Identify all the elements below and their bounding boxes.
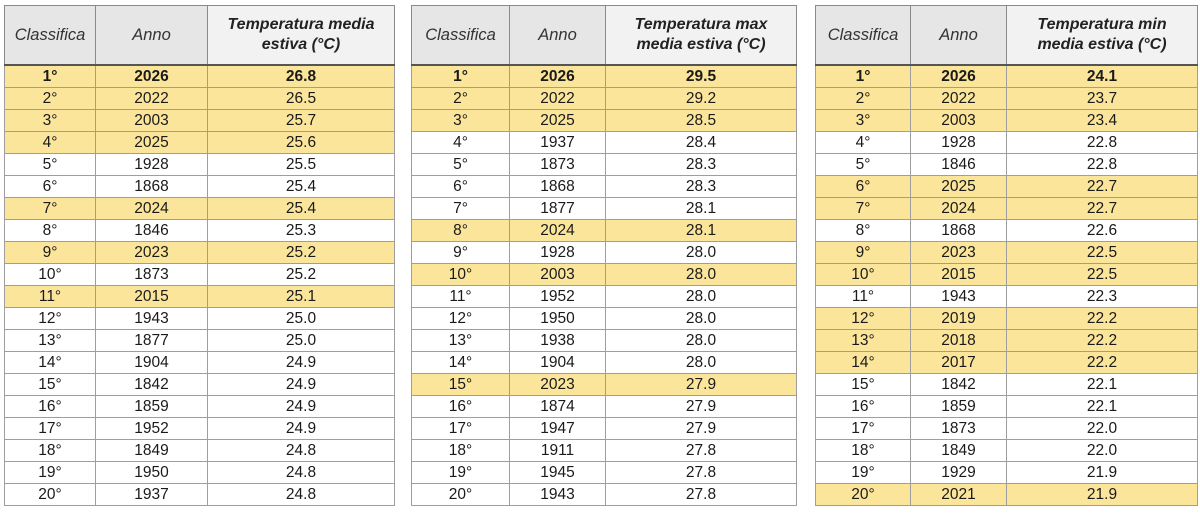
rank-cell: 17°: [412, 418, 510, 440]
rank-cell: 4°: [5, 132, 96, 154]
temp-cell: 24.9: [208, 418, 395, 440]
temp-cell: 28.0: [606, 330, 797, 352]
header-classifica: Classifica: [5, 6, 96, 66]
temp-cell: 27.9: [606, 374, 797, 396]
rank-cell: 6°: [816, 176, 911, 198]
table-row: [412, 264, 797, 286]
table-row: [412, 220, 797, 242]
year-cell: 1947: [510, 418, 606, 440]
table-row: [412, 330, 797, 352]
temp-cell: 29.2: [606, 88, 797, 110]
year-cell: 1943: [911, 286, 1007, 308]
table-row: [5, 440, 395, 462]
year-cell: 2023: [911, 242, 1007, 264]
rank-cell: 18°: [412, 440, 510, 462]
year-cell: 2022: [911, 88, 1007, 110]
rank-cell: 16°: [412, 396, 510, 418]
table-row: [412, 440, 797, 462]
temp-cell: 25.0: [208, 308, 395, 330]
table-row: [5, 198, 395, 220]
year-cell: 2026: [510, 65, 606, 88]
rank-cell: 13°: [412, 330, 510, 352]
year-cell: 1928: [510, 242, 606, 264]
table-row: [412, 396, 797, 418]
year-cell: 2024: [510, 220, 606, 242]
header-temperatura: [208, 6, 395, 66]
rank-cell: 16°: [816, 396, 911, 418]
rank-cell: 12°: [816, 308, 911, 330]
year-cell: 2025: [911, 176, 1007, 198]
temp-cell: 26.8: [208, 65, 395, 88]
year-cell: 2023: [96, 242, 208, 264]
temp-cell: 22.2: [1007, 352, 1198, 374]
rank-cell: 12°: [412, 308, 510, 330]
rank-cell: 11°: [816, 286, 911, 308]
table-row: [816, 286, 1198, 308]
table-row: [412, 88, 797, 110]
table-row: [412, 242, 797, 264]
header-anno: Anno: [96, 6, 208, 66]
temp-cell: 27.9: [606, 396, 797, 418]
table-row: [5, 220, 395, 242]
rank-cell: 6°: [5, 176, 96, 198]
temp-cell: 24.8: [208, 462, 395, 484]
year-cell: 1873: [96, 264, 208, 286]
rank-cell: 19°: [412, 462, 510, 484]
temp-cell: 28.1: [606, 220, 797, 242]
table-body: [412, 65, 797, 506]
temp-cell: 24.8: [208, 440, 395, 462]
rank-cell: 10°: [412, 264, 510, 286]
table-row: [5, 374, 395, 396]
header-temperatura-line2: estiva (°C): [261, 36, 341, 53]
temp-cell: 22.8: [1007, 154, 1198, 176]
table-row: [412, 352, 797, 374]
header-temperatura-line2: media estiva (°C): [1037, 36, 1167, 53]
temp-cell: 26.5: [208, 88, 395, 110]
temp-cell: 27.8: [606, 440, 797, 462]
table-row: [5, 242, 395, 264]
rank-cell: 5°: [412, 154, 510, 176]
temp-cell: 28.3: [606, 176, 797, 198]
temp-cell: 28.0: [606, 264, 797, 286]
temp-cell: 25.2: [208, 264, 395, 286]
rank-cell: 14°: [412, 352, 510, 374]
temp-cell: 22.1: [1007, 396, 1198, 418]
year-cell: 1849: [96, 440, 208, 462]
year-cell: 1945: [510, 462, 606, 484]
rank-cell: 11°: [5, 286, 96, 308]
year-cell: 1950: [96, 462, 208, 484]
table-row: [5, 154, 395, 176]
temp-cell: 28.0: [606, 286, 797, 308]
table-row: [412, 286, 797, 308]
table-header: [412, 6, 797, 66]
temp-cell: 24.9: [208, 374, 395, 396]
year-cell: 1849: [911, 440, 1007, 462]
year-cell: 2025: [96, 132, 208, 154]
year-cell: 2018: [911, 330, 1007, 352]
year-cell: 1928: [96, 154, 208, 176]
table-row: [5, 176, 395, 198]
year-cell: 1928: [911, 132, 1007, 154]
rank-cell: 8°: [5, 220, 96, 242]
header-anno: Anno: [911, 6, 1007, 66]
temp-cell: 22.3: [1007, 286, 1198, 308]
temp-cell: 22.2: [1007, 330, 1198, 352]
temp-cell: 28.0: [606, 308, 797, 330]
temp-cell: 28.4: [606, 132, 797, 154]
temp-cell: 22.7: [1007, 176, 1198, 198]
table-row: [412, 418, 797, 440]
table-row: [5, 65, 395, 88]
temp-cell: 28.0: [606, 352, 797, 374]
table-row: [5, 352, 395, 374]
table-header: [5, 6, 395, 66]
year-cell: 1952: [96, 418, 208, 440]
rank-cell: 18°: [816, 440, 911, 462]
table-row: [816, 418, 1198, 440]
year-cell: 2015: [96, 286, 208, 308]
temp-cell: 22.0: [1007, 440, 1198, 462]
table-temperatura-media: [4, 5, 395, 506]
temp-cell: 28.5: [606, 110, 797, 132]
temp-cell: 27.9: [606, 418, 797, 440]
table-row: [412, 176, 797, 198]
rank-cell: 9°: [5, 242, 96, 264]
year-cell: 1904: [96, 352, 208, 374]
rank-cell: 1°: [412, 65, 510, 88]
rank-cell: 9°: [412, 242, 510, 264]
rank-cell: 19°: [816, 462, 911, 484]
temp-cell: 23.7: [1007, 88, 1198, 110]
year-cell: 2024: [911, 198, 1007, 220]
header-classifica: Classifica: [816, 6, 911, 66]
rank-cell: 14°: [5, 352, 96, 374]
rank-cell: 8°: [816, 220, 911, 242]
table-row: [816, 330, 1198, 352]
year-cell: 1877: [96, 330, 208, 352]
year-cell: 1877: [510, 198, 606, 220]
table-row: [5, 484, 395, 506]
year-cell: 2003: [510, 264, 606, 286]
rank-cell: 12°: [5, 308, 96, 330]
rank-cell: 2°: [412, 88, 510, 110]
table-row: [816, 308, 1198, 330]
temp-cell: 24.9: [208, 396, 395, 418]
header-temperatura-line1: Temperatura media: [227, 16, 375, 33]
rank-cell: 15°: [412, 374, 510, 396]
rank-cell: 14°: [816, 352, 911, 374]
temp-cell: 24.9: [208, 352, 395, 374]
year-cell: 2026: [911, 65, 1007, 88]
year-cell: 2003: [911, 110, 1007, 132]
year-cell: 1868: [96, 176, 208, 198]
rank-cell: 18°: [5, 440, 96, 462]
header-anno: Anno: [510, 6, 606, 66]
table-row: [816, 396, 1198, 418]
year-cell: 1937: [510, 132, 606, 154]
table-row: [412, 462, 797, 484]
year-cell: 1868: [510, 176, 606, 198]
table-row: [5, 88, 395, 110]
rank-cell: 7°: [5, 198, 96, 220]
rank-cell: 7°: [816, 198, 911, 220]
rank-cell: 9°: [816, 242, 911, 264]
header-temperatura-line1: Temperatura max: [634, 16, 768, 33]
rank-cell: 5°: [5, 154, 96, 176]
table-row: [5, 330, 395, 352]
rank-cell: 4°: [412, 132, 510, 154]
rank-cell: 3°: [816, 110, 911, 132]
rank-cell: 1°: [816, 65, 911, 88]
year-cell: 2015: [911, 264, 1007, 286]
rank-cell: 2°: [816, 88, 911, 110]
rank-cell: 17°: [5, 418, 96, 440]
year-cell: 1952: [510, 286, 606, 308]
table-body: [816, 65, 1198, 506]
temp-cell: 25.2: [208, 242, 395, 264]
year-cell: 1943: [96, 308, 208, 330]
table-row: [5, 132, 395, 154]
table-row: [5, 462, 395, 484]
temp-cell: 28.1: [606, 198, 797, 220]
temp-cell: 25.3: [208, 220, 395, 242]
temp-cell: 25.4: [208, 176, 395, 198]
year-cell: 2025: [510, 110, 606, 132]
year-cell: 2023: [510, 374, 606, 396]
year-cell: 1868: [911, 220, 1007, 242]
year-cell: 1842: [911, 374, 1007, 396]
header-classifica: Classifica: [412, 6, 510, 66]
table-row: [816, 220, 1198, 242]
rank-cell: 10°: [816, 264, 911, 286]
table-row: [412, 132, 797, 154]
rank-cell: 17°: [816, 418, 911, 440]
temp-cell: 22.7: [1007, 198, 1198, 220]
year-cell: 1938: [510, 330, 606, 352]
temp-cell: 24.8: [208, 484, 395, 506]
table-row: [5, 396, 395, 418]
rank-cell: 1°: [5, 65, 96, 88]
temp-cell: 22.5: [1007, 264, 1198, 286]
year-cell: 2003: [96, 110, 208, 132]
header-temperatura-line2: media estiva (°C): [636, 36, 766, 53]
table-row: [816, 440, 1198, 462]
year-cell: 1943: [510, 484, 606, 506]
table-body: [5, 65, 395, 506]
temp-cell: 27.8: [606, 462, 797, 484]
temp-cell: 21.9: [1007, 484, 1198, 506]
temp-cell: 27.8: [606, 484, 797, 506]
temp-cell: 25.6: [208, 132, 395, 154]
rank-cell: 5°: [816, 154, 911, 176]
temp-cell: 22.6: [1007, 220, 1198, 242]
temp-cell: 22.2: [1007, 308, 1198, 330]
table-row: [5, 308, 395, 330]
rank-cell: 13°: [5, 330, 96, 352]
rank-cell: 13°: [816, 330, 911, 352]
temp-cell: 21.9: [1007, 462, 1198, 484]
table-row: [412, 110, 797, 132]
temp-cell: 22.1: [1007, 374, 1198, 396]
header-temperatura: [1007, 6, 1198, 66]
table-temperatura-min: [815, 5, 1198, 506]
rank-cell: 19°: [5, 462, 96, 484]
rank-cell: 8°: [412, 220, 510, 242]
temp-cell: 23.4: [1007, 110, 1198, 132]
year-cell: 1846: [96, 220, 208, 242]
year-cell: 2026: [96, 65, 208, 88]
year-cell: 1859: [911, 396, 1007, 418]
temp-cell: 25.1: [208, 286, 395, 308]
temp-cell: 22.5: [1007, 242, 1198, 264]
rank-cell: 20°: [412, 484, 510, 506]
year-cell: 1929: [911, 462, 1007, 484]
table-row: [816, 484, 1198, 506]
table-row: [412, 198, 797, 220]
header-temperatura-line1: Temperatura min: [1037, 16, 1167, 33]
year-cell: 1911: [510, 440, 606, 462]
year-cell: 2024: [96, 198, 208, 220]
table-row: [816, 65, 1198, 88]
rank-cell: 4°: [816, 132, 911, 154]
rank-cell: 20°: [5, 484, 96, 506]
rank-cell: 3°: [5, 110, 96, 132]
temp-cell: 25.5: [208, 154, 395, 176]
table-row: [816, 242, 1198, 264]
table-row: [816, 352, 1198, 374]
temp-cell: 25.7: [208, 110, 395, 132]
table-row: [5, 264, 395, 286]
temp-cell: 22.8: [1007, 132, 1198, 154]
table-row: [816, 176, 1198, 198]
table-row: [816, 198, 1198, 220]
table-row: [412, 308, 797, 330]
rank-cell: 6°: [412, 176, 510, 198]
year-cell: 1937: [96, 484, 208, 506]
table-row: [412, 65, 797, 88]
table-row: [412, 374, 797, 396]
rank-cell: 2°: [5, 88, 96, 110]
table-temperatura-max: [411, 5, 797, 506]
year-cell: 1874: [510, 396, 606, 418]
year-cell: 1846: [911, 154, 1007, 176]
rank-cell: 3°: [412, 110, 510, 132]
rank-cell: 20°: [816, 484, 911, 506]
temp-cell: 28.3: [606, 154, 797, 176]
temp-cell: 24.1: [1007, 65, 1198, 88]
year-cell: 2019: [911, 308, 1007, 330]
table-row: [816, 374, 1198, 396]
temp-cell: 29.5: [606, 65, 797, 88]
year-cell: 2021: [911, 484, 1007, 506]
year-cell: 2017: [911, 352, 1007, 374]
table-header: [816, 6, 1198, 66]
table-row: [412, 154, 797, 176]
rank-cell: 10°: [5, 264, 96, 286]
rank-cell: 15°: [816, 374, 911, 396]
table-row: [816, 88, 1198, 110]
table-row: [5, 286, 395, 308]
rank-cell: 11°: [412, 286, 510, 308]
rank-cell: 15°: [5, 374, 96, 396]
rank-cell: 7°: [412, 198, 510, 220]
table-row: [816, 462, 1198, 484]
header-temperatura: [606, 6, 797, 66]
year-cell: 1859: [96, 396, 208, 418]
table-row: [816, 132, 1198, 154]
year-cell: 2022: [510, 88, 606, 110]
table-row: [412, 484, 797, 506]
table-row: [816, 264, 1198, 286]
year-cell: 1904: [510, 352, 606, 374]
year-cell: 1950: [510, 308, 606, 330]
temp-cell: 22.0: [1007, 418, 1198, 440]
year-cell: 1873: [911, 418, 1007, 440]
year-cell: 2022: [96, 88, 208, 110]
rank-cell: 16°: [5, 396, 96, 418]
year-cell: 1842: [96, 374, 208, 396]
year-cell: 1873: [510, 154, 606, 176]
temp-cell: 25.0: [208, 330, 395, 352]
table-row: [5, 418, 395, 440]
temp-cell: 25.4: [208, 198, 395, 220]
table-row: [816, 110, 1198, 132]
table-row: [5, 110, 395, 132]
temp-cell: 28.0: [606, 242, 797, 264]
table-row: [816, 154, 1198, 176]
